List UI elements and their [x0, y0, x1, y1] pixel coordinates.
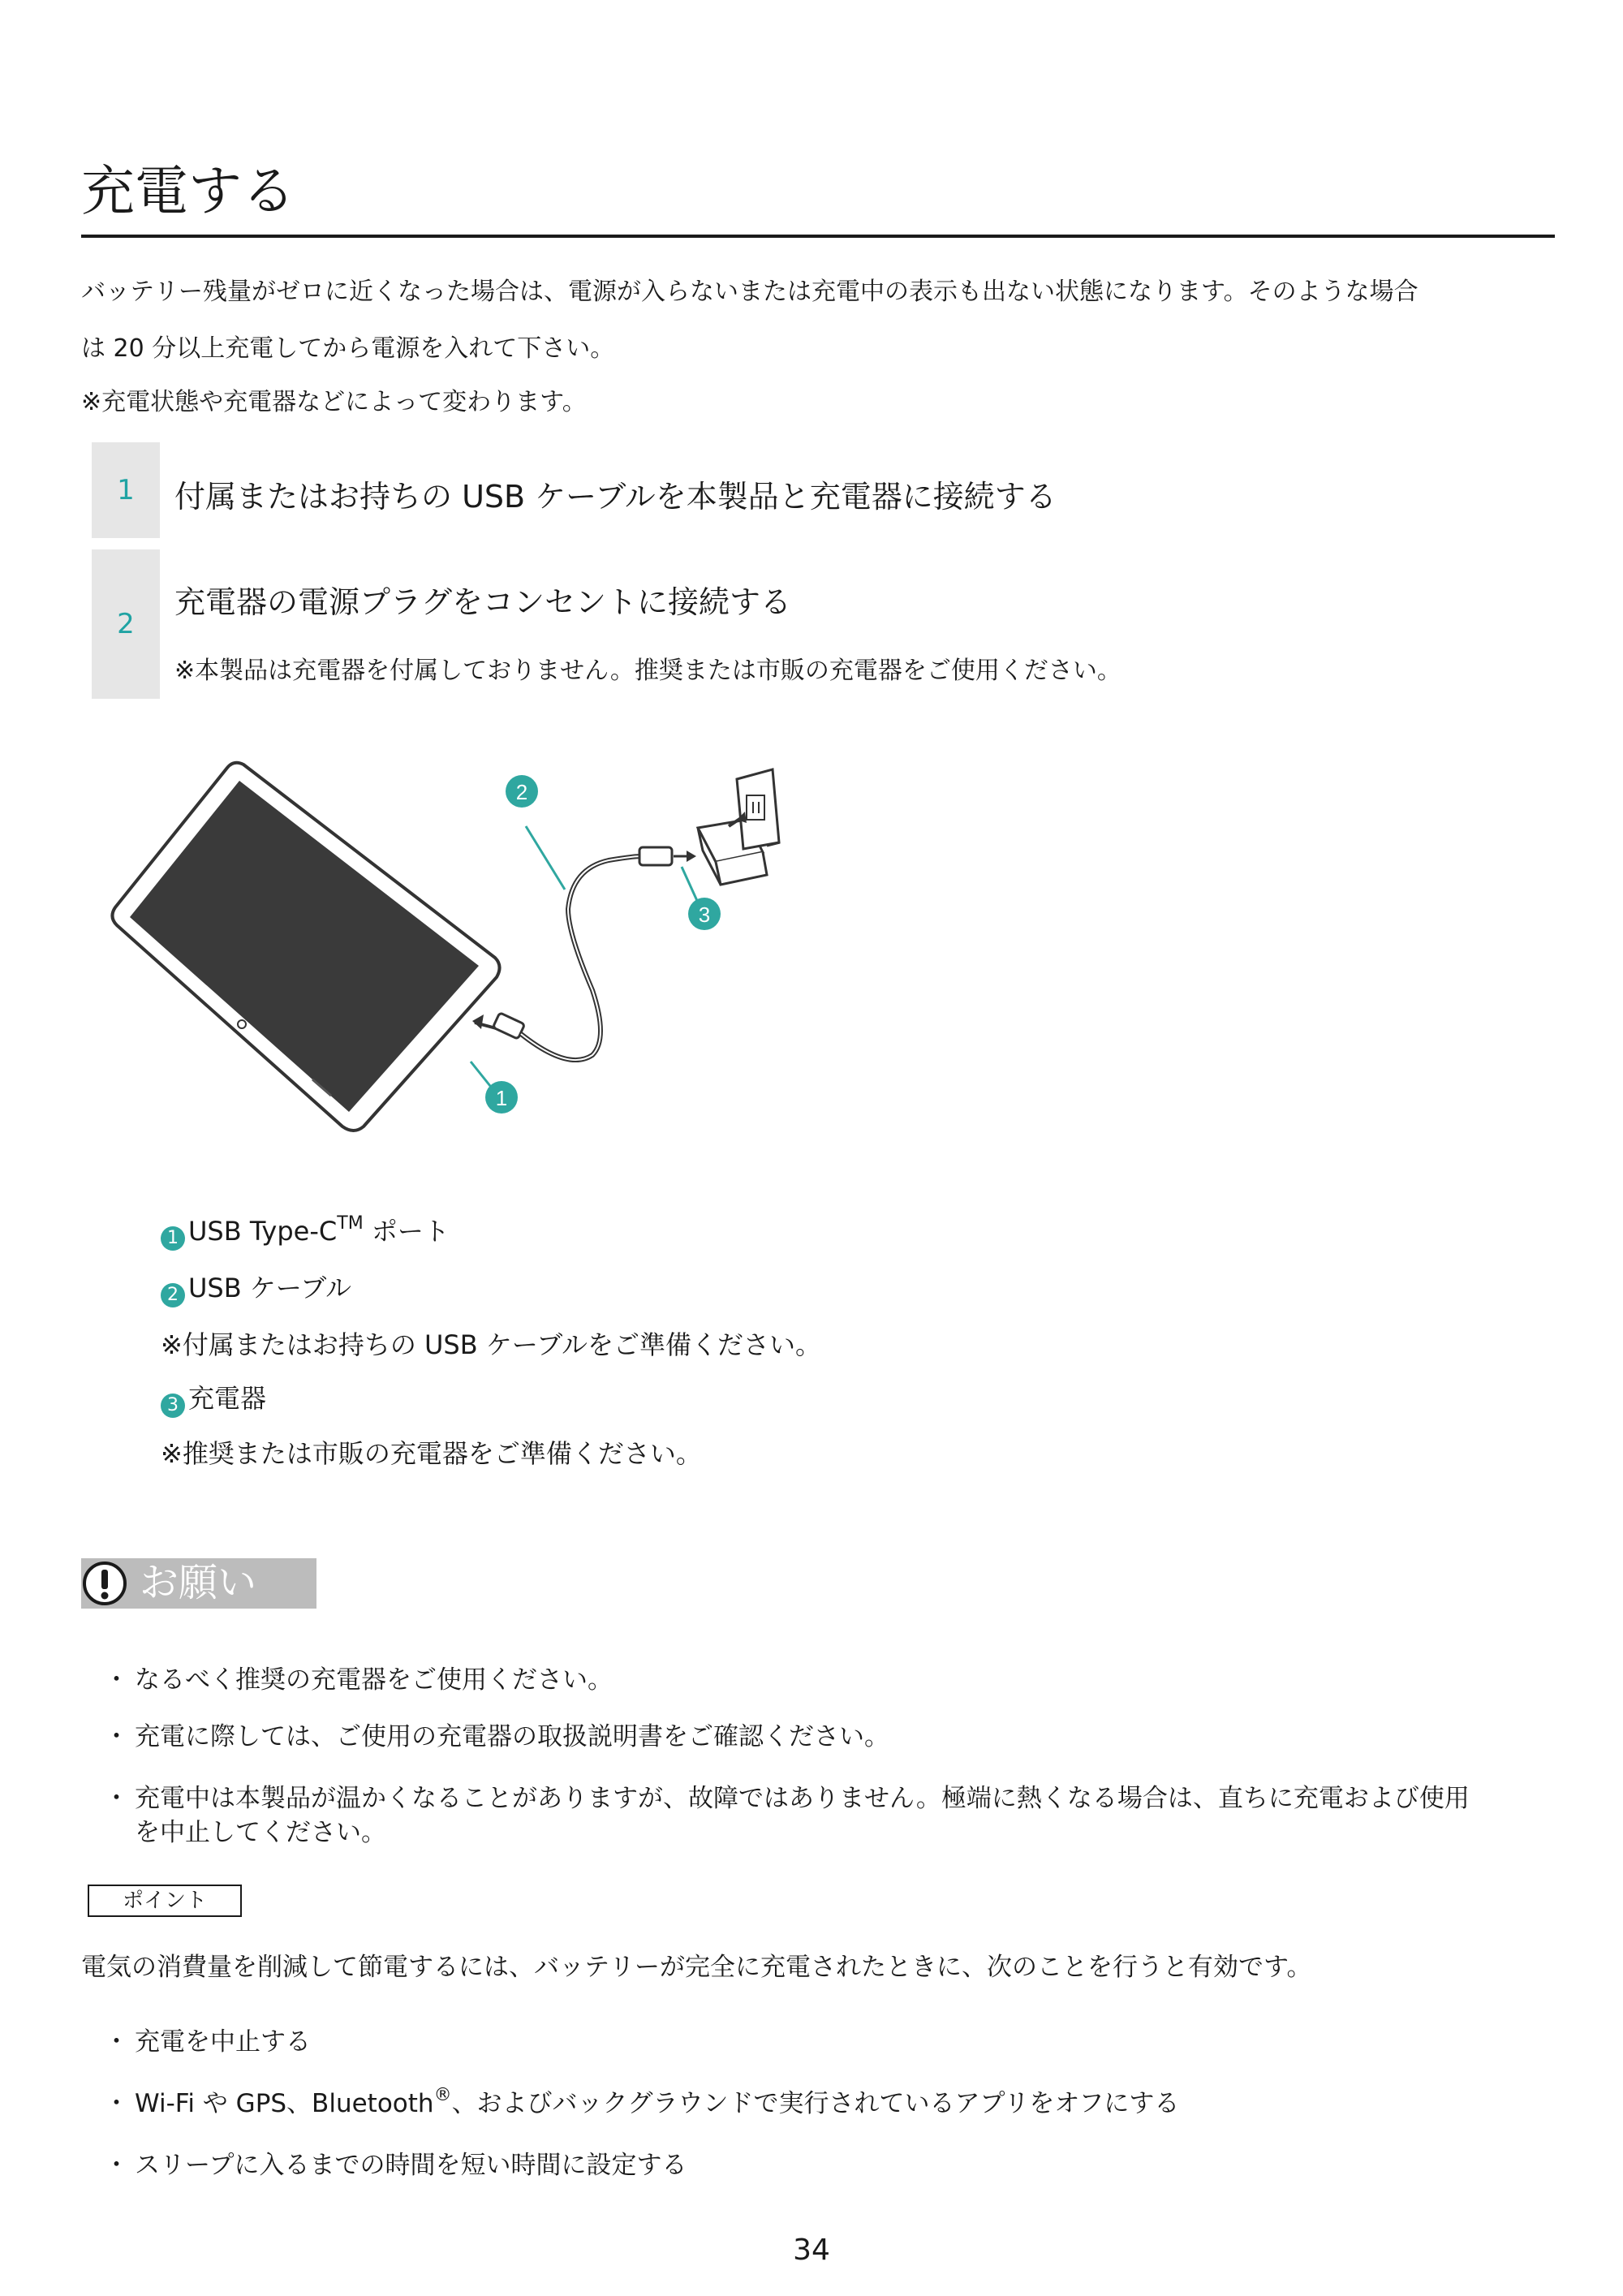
svg-text:3: 3: [698, 902, 711, 927]
step-1: [92, 442, 1552, 538]
charging-illustration: [105, 747, 803, 1152]
step-2: [92, 549, 1552, 699]
legend-item-3: 3 充電器: [161, 1378, 266, 1418]
step-note: ※本製品は充電器を付属しておりません。推奨または市販の充電器をご使用ください。: [174, 657, 1121, 685]
leader-line-3: [682, 867, 698, 902]
intro-note: ※充電状態や充電器などによって変わります。: [81, 388, 587, 416]
point-item-3: ・ スリープに入るまでの時間を短い時間に設定する: [104, 2151, 687, 2180]
callout-1: [485, 1081, 518, 1114]
intro-line-2: は 20 分以上充電してから電源を入れて下さい。: [81, 334, 615, 363]
step-text: 付属またはお持ちの USB ケーブルを本製品と充電器に接続する: [174, 479, 1057, 515]
leader-line-2: [526, 826, 565, 890]
legend-item-2-note: ※付属またはお持ちの USB ケーブルをご準備ください。: [161, 1329, 821, 1360]
point-label: ポイント: [88, 1885, 242, 1917]
point-text: 電気の消費量を削減して節電するには、バッテリーが完全に充電されたときに、次のことを行うと有効です。: [81, 1953, 1312, 1982]
intro-line-1: バッテリー残量がゼロに近くなった場合は、電源が入らないまたは充電中の表示も出ない状態になります。そのような場合: [81, 278, 1419, 306]
callout-2: [506, 775, 538, 808]
caution-heading: お願い: [140, 1560, 257, 1605]
caution-item-2: ・ 充電に際しては、ご使用の充電器の取扱説明書をご確認ください。: [104, 1722, 889, 1751]
step-number: 1: [92, 442, 160, 538]
legend-item-2: 2 USB ケーブル: [161, 1268, 351, 1307]
point-item-2: ・ Wi-Fi や GPS、Bluetooth®、およびバックグラウンドで実行されているアプリをオフにする: [104, 2085, 1180, 2118]
caution-item-1: ・ なるべく推奨の充電器をご使用ください。: [104, 1665, 613, 1695]
caution-item-3-cont: を中止してください。: [135, 1818, 386, 1847]
step-number: 2: [92, 549, 160, 699]
page-title: 充電する: [81, 160, 295, 222]
tablet-illustration: [112, 763, 499, 1131]
callout-3: [688, 898, 721, 930]
callout-badge-1: 1: [161, 1226, 185, 1251]
exclamation-icon: [81, 1560, 128, 1607]
svg-text:2: 2: [515, 780, 528, 804]
page-number: 34: [793, 2234, 830, 2267]
step-text: 充電器の電源プラグをコンセントに接続する: [174, 584, 792, 620]
title-underline: [81, 235, 1555, 238]
point-item-1: ・ 充電を中止する: [104, 2027, 311, 2057]
callout-badge-3: 3: [161, 1394, 185, 1418]
legend-item-1: 1 USB Type-C™ ポート: [161, 1211, 450, 1251]
wall-outlet-illustration: [737, 769, 779, 849]
usb-cable: [521, 856, 641, 1060]
callout-badge-2: 2: [161, 1283, 185, 1307]
legend-item-3-note: ※推奨または市販の充電器をご準備ください。: [161, 1438, 702, 1469]
caution-item-3: ・ 充電中は本製品が温かくなることがありますが、故障ではありません。極端に熱くなる場合は、直ちに充電および使用: [104, 1784, 1470, 1813]
svg-text:1: 1: [495, 1086, 508, 1110]
